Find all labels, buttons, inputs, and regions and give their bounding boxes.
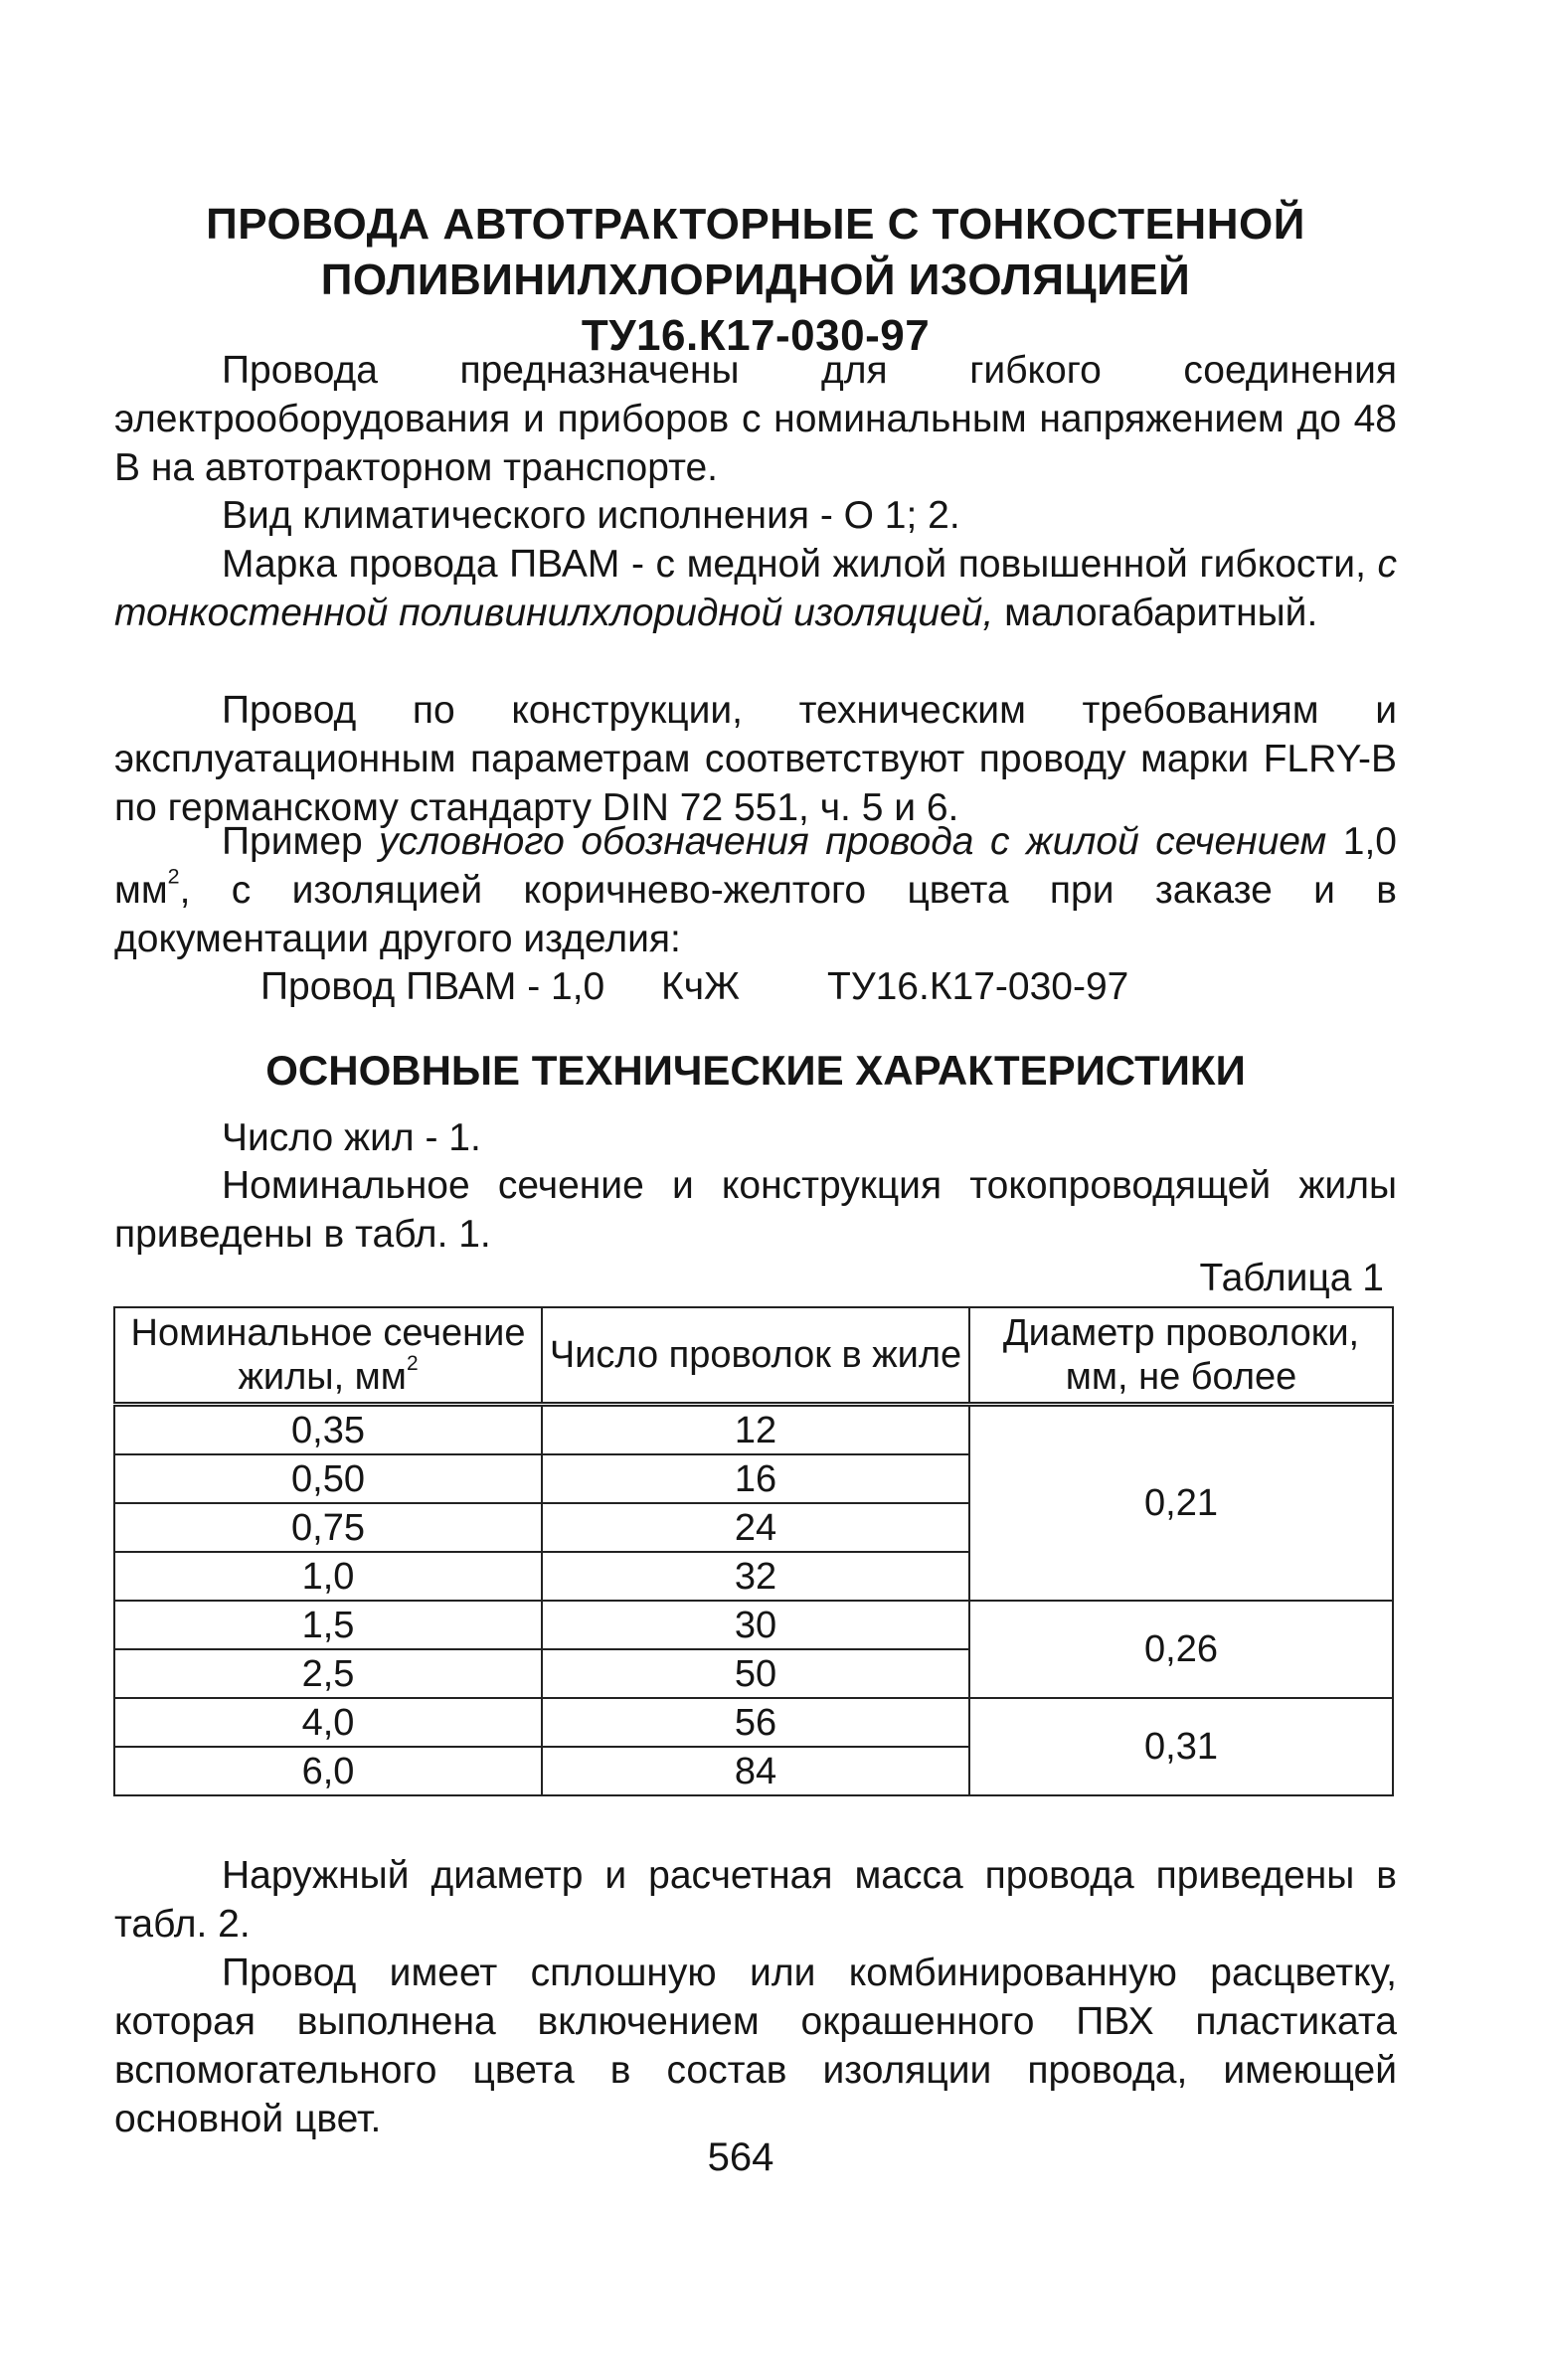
equivalent-paragraph: Провод по конструкции, техническим требованиям и эксплуатационным параметрам соответствуют проводу марки FLRY-B по германскому стандарту DIN 72 551, ч. 5 и 6. [114, 689, 1408, 829]
example-superscript: 2 [167, 864, 180, 889]
cell-diameter: 0,26 [969, 1601, 1393, 1698]
header-section-sup: 2 [406, 1352, 419, 1376]
cell-wires: 30 [542, 1601, 969, 1649]
cell-wires: 50 [542, 1649, 969, 1698]
table-row [114, 1698, 1393, 1747]
cell-wires: 12 [542, 1405, 969, 1455]
cell-section: 1,5 [114, 1601, 542, 1649]
example-part-3: ТУ16.К17-030-97 [827, 965, 1129, 1008]
brand-text-a: Марка провода ПВАМ - с медной жилой повышенной гибкости, [222, 543, 1378, 586]
header-wires: Число проволок в жиле [542, 1307, 969, 1405]
cell-section: 2,5 [114, 1649, 542, 1698]
example-text-d: , с изоляцией коричнево-желтого цвета при заказе и в документации другого изделия: [114, 869, 1408, 960]
table-caption: Таблица 1 [1199, 1257, 1384, 1299]
brand-text-c: малогабаритный. [993, 592, 1318, 634]
cores-paragraph: Число жил - 1. [222, 1116, 481, 1159]
cell-wires: 56 [542, 1698, 969, 1747]
purpose-paragraph: Провода предназначены для гибкого соединения электрооборудования и приборов с номинальным напряжением до 48 В на автотракторном транспорте. [114, 349, 1408, 489]
example-text-c: 1,0 мм [114, 820, 1408, 912]
title-line-3: ТУ16.К17-030-97 [581, 311, 931, 360]
cell-section: 4,0 [114, 1698, 542, 1747]
table-row [114, 1601, 1393, 1649]
header-section [114, 1307, 542, 1405]
example-text-b: условного обозначения провода с жилой сечением [379, 820, 1327, 863]
cell-section: 1,0 [114, 1552, 542, 1601]
example-part-1: Провод ПВАМ - 1,0 [260, 965, 605, 1008]
cell-section: 0,35 [114, 1405, 542, 1455]
cell-wires: 16 [542, 1454, 969, 1503]
coloring-paragraph: Провод имеет сплошную или комбинированную расцветку, которая выполнена включением окрашенного ПВХ пластиката вспомогательного цвета в состав изоляции провода, имеющей основной цвет. [114, 1952, 1408, 2140]
header-diameter: Диаметр проволоки, мм, не более [969, 1307, 1393, 1405]
example-paragraph [114, 817, 1408, 963]
cell-diameter: 0,31 [969, 1698, 1393, 1795]
cell-wires: 84 [542, 1747, 969, 1795]
title-line-2: ПОЛИВИНИЛХЛОРИДНОЙ ИЗОЛЯЦИЕЙ [320, 255, 1191, 304]
cell-section: 0,75 [114, 1503, 542, 1552]
page-number: 564 [707, 2135, 774, 2179]
designation-example-line [0, 962, 1544, 1012]
outer-diameter-paragraph: Наружный диаметр и расчетная масса провода приведены в табл. 2. [114, 1854, 1408, 1946]
example-part-2: КчЖ [661, 965, 741, 1008]
cell-section: 6,0 [114, 1747, 542, 1795]
table-ref-paragraph: Номинальное сечение и конструкция токопроводящей жилы приведены в табл. 1. [114, 1164, 1408, 1256]
cell-wires: 32 [542, 1552, 969, 1601]
table-row [114, 1405, 1393, 1455]
title-line-1: ПРОВОДА АВТОТРАКТОРНЫЕ С ТОНКОСТЕННОЙ [206, 200, 1305, 249]
brand-paragraph [114, 540, 1408, 637]
cell-section: 0,50 [114, 1454, 542, 1503]
example-text-a: Пример [222, 820, 380, 863]
wire-table [113, 1306, 1394, 1796]
table-header-row [114, 1307, 1393, 1405]
brand-text-b: с тонкостенной поливинилхлоридной изоляцией, [114, 543, 1408, 634]
climate-paragraph: Вид климатического исполнения - О 1; 2. [222, 494, 960, 537]
section-heading: ОСНОВНЫЕ ТЕХНИЧЕСКИЕ ХАРАКТЕРИСТИКИ [265, 1047, 1246, 1094]
header-section-text: Номинальное сечение жилы, мм [130, 1312, 526, 1398]
document-title [114, 197, 1397, 364]
cell-diameter: 0,21 [969, 1405, 1393, 1602]
cell-wires: 24 [542, 1503, 969, 1552]
